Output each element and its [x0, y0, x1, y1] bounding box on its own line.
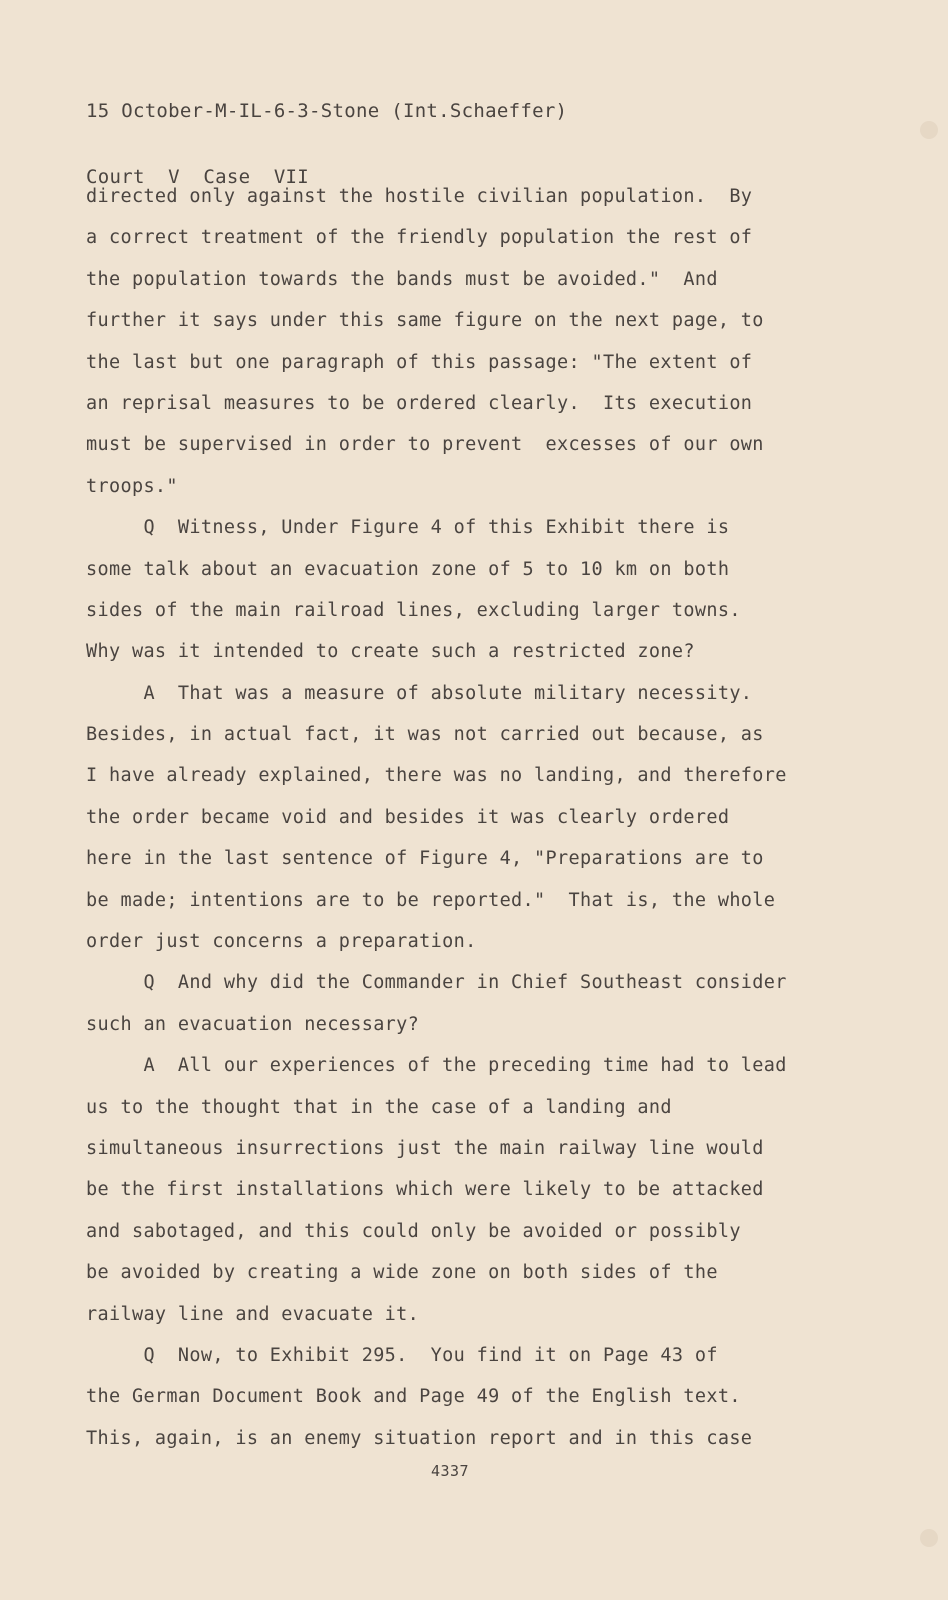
text-line: sides of the main railroad lines, excluding larger towns. — [86, 599, 741, 621]
text-line: us to the thought that in the case of a landing and — [86, 1096, 672, 1118]
transcript-body — [86, 176, 846, 1459]
text-line: further it says under this same figure on the next page, to — [86, 310, 764, 332]
text-line: railway line and evacuate it. — [86, 1303, 420, 1325]
text-line: troops." — [86, 475, 178, 497]
punch-hole — [920, 1529, 938, 1547]
text-line: and sabotaged, and this could only be avoided or possibly — [86, 1220, 741, 1242]
text-line: such an evacuation necessary? — [86, 1013, 420, 1035]
text-line: be the first installations which were likely to be attacked — [86, 1179, 764, 1201]
punch-hole — [920, 121, 938, 139]
text-line: Q Now, to Exhibit 295. You find it on Page 43 of — [86, 1344, 718, 1366]
text-line: the last but one paragraph of this passage: "The extent of — [86, 351, 753, 373]
text-line: Besides, in actual fact, it was not carried out because, as — [86, 724, 764, 746]
text-line: an reprisal measures to be ordered clearly. Its execution — [86, 392, 753, 414]
text-line: must be supervised in order to prevent excesses of our own — [86, 434, 764, 456]
text-line: the order became void and besides it was clearly ordered — [86, 806, 730, 828]
header-session-line: 15 October-M-IL-6-3-Stone (Int.Schaeffer) — [86, 100, 568, 122]
text-line: Q Witness, Under Figure 4 of this Exhibit there is — [86, 517, 730, 539]
text-line: A That was a measure of absolute military necessity. — [86, 682, 753, 704]
text-line: simultaneous insurrections just the main railway line would — [86, 1137, 764, 1159]
text-line: the German Document Book and Page 49 of the English text. — [86, 1386, 741, 1408]
text-line: This, again, is an enemy situation report and in this case — [86, 1427, 753, 1449]
text-line: be made; intentions are to be reported." That is, the whole — [86, 889, 776, 911]
text-line: a correct treatment of the friendly population the rest of — [86, 227, 753, 249]
text-line: order just concerns a preparation. — [86, 931, 477, 953]
header-court-line: Court V Case VII — [86, 166, 310, 188]
text-line: be avoided by creating a wide zone on both sides of the — [86, 1262, 718, 1284]
text-line: A All our experiences of the preceding time had to lead — [86, 1055, 787, 1077]
text-line: Why was it intended to create such a restricted zone? — [86, 641, 695, 663]
text-line: the population towards the bands must be avoided." And — [86, 268, 718, 290]
text-line: some talk about an evacuation zone of 5 to 10 km on both — [86, 558, 730, 580]
text-line: here in the last sentence of Figure 4, "Preparations are to — [86, 848, 764, 870]
text-line: directed only against the hostile civilian population. By — [86, 186, 753, 207]
text-line: Q And why did the Commander in Chief Southeast consider — [86, 972, 787, 994]
text-line: I have already explained, there was no landing, and therefore — [86, 765, 787, 787]
page-number: 4337 — [430, 1462, 470, 1480]
